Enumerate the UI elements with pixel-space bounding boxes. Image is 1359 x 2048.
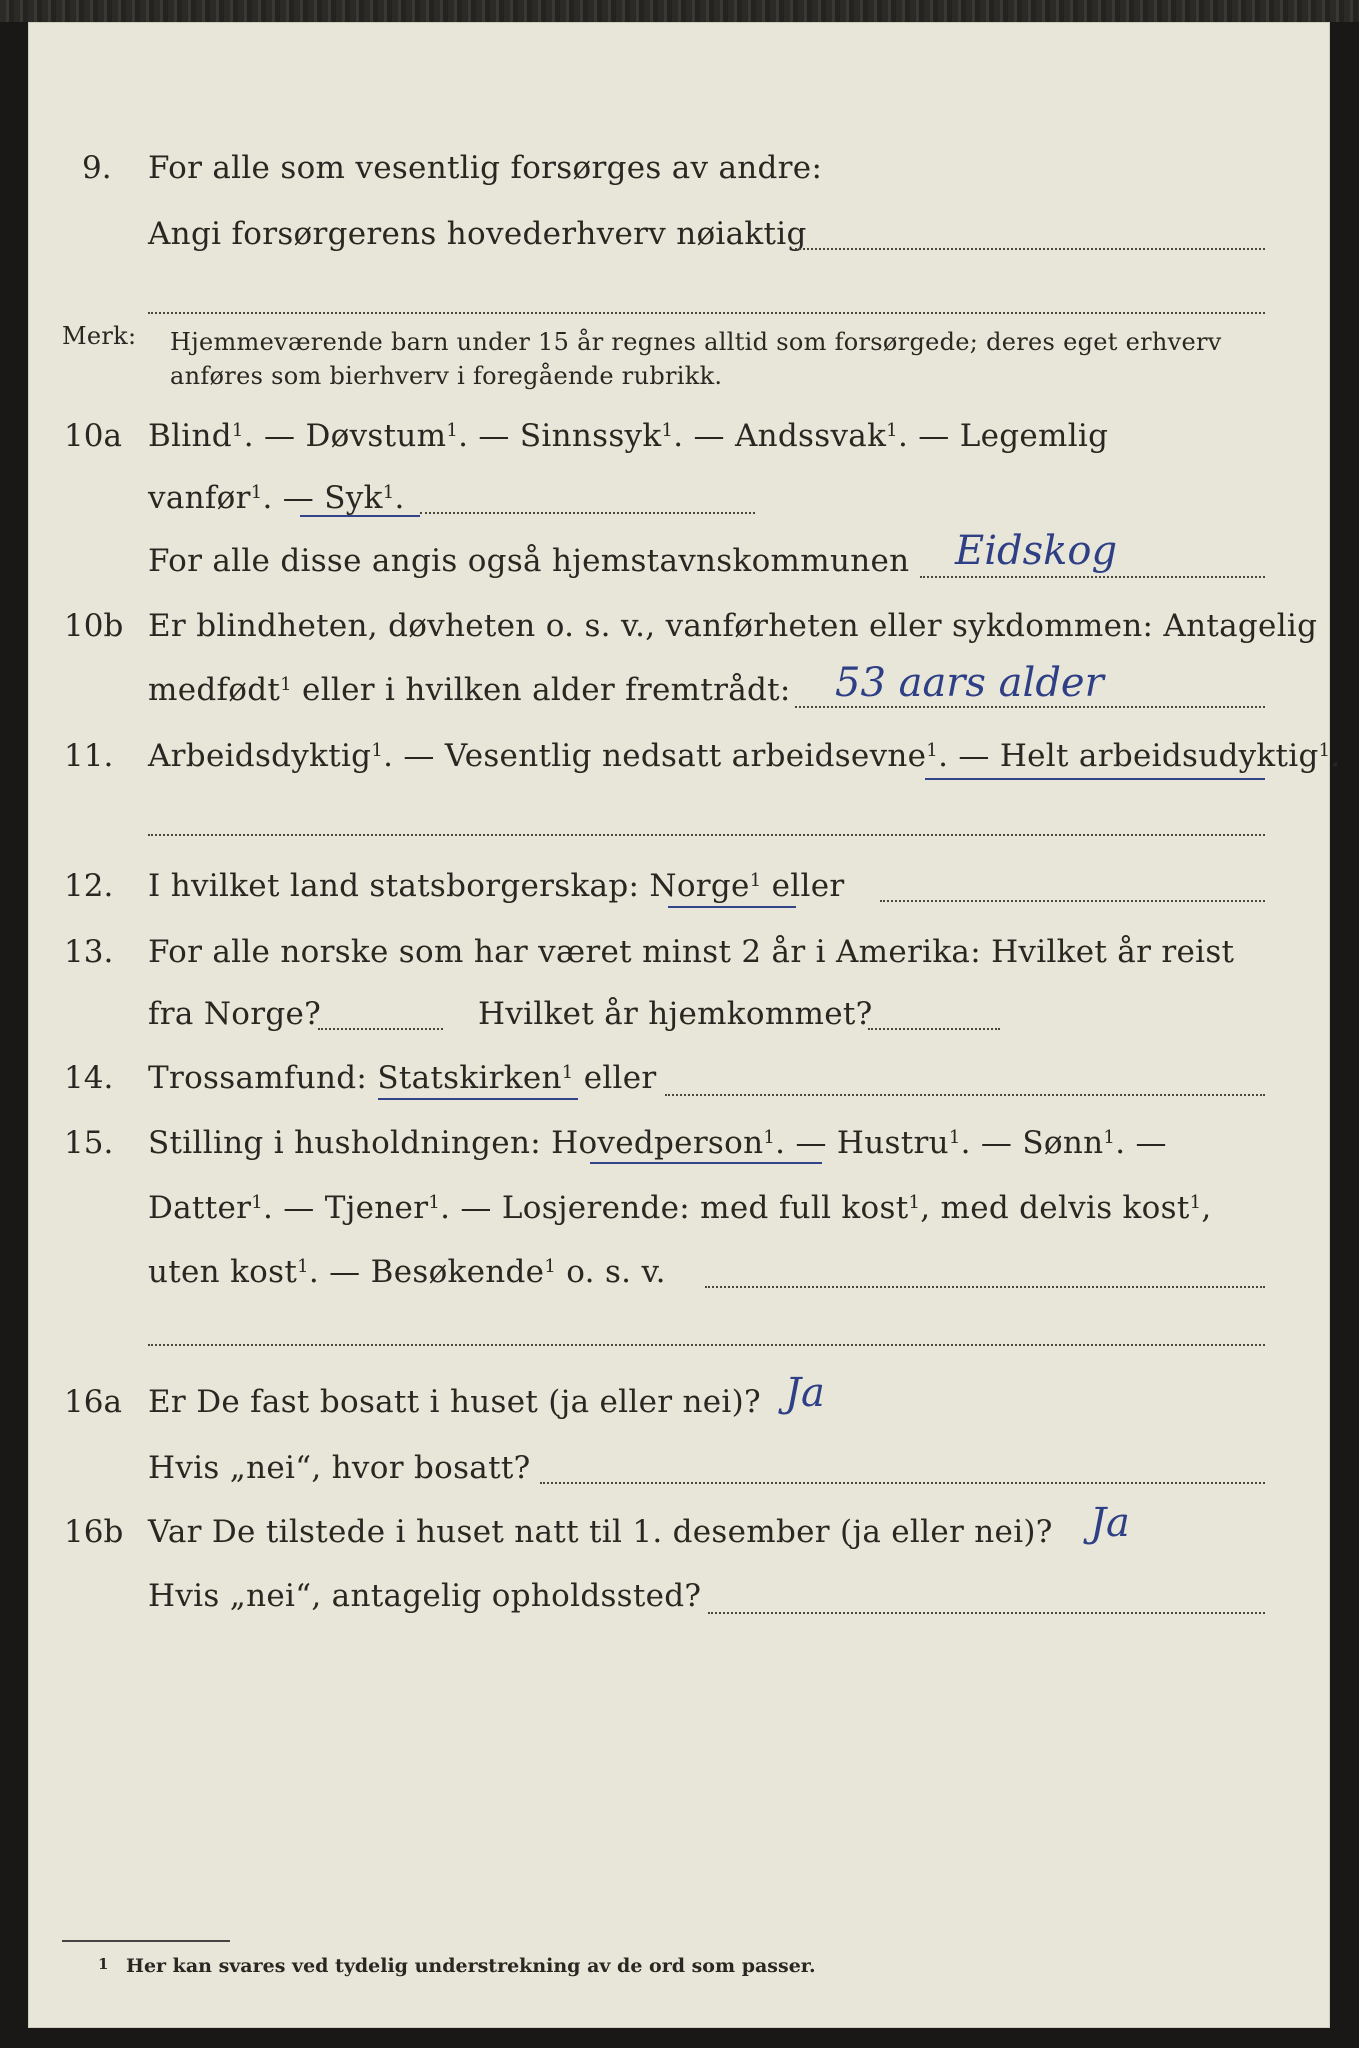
scan-edge [0,0,1359,22]
merk-label: Merk: [62,322,137,350]
q16b-number: 16b [64,1514,124,1550]
q9-answer-line [795,248,1265,250]
merk-line2: anføres som bierhverv i foregående rubrikk. [170,362,723,390]
q16b-answer-line [708,1612,1265,1614]
q10b-line2: medfødt$^1$ eller i hvilken alder fremtrådt: [148,672,791,708]
q14-line: Trossamfund: Statskirken$^1$ eller [148,1060,657,1096]
q10a-line3: For alle disse angis også hjemstavnskommunen [148,543,910,579]
q13-year-left-line [318,1028,443,1030]
q16a-answer: Ja [785,1370,825,1416]
q12-number: 12. [64,868,114,904]
q10a-answer-line [920,576,1265,578]
merk-line1: Hjemmeværende barn under 15 år regnes alltid som forsørgede; deres eget erhverv [170,328,1222,356]
q15-line1: Stilling i husholdningen: Hovedperson$^1$. — Hustru$^1$. — Sønn$^1$. — [148,1125,1167,1161]
q9-line2: Angi forsørgerens hovederhverv nøiaktig [148,216,807,252]
q15-number: 15. [64,1125,114,1161]
q13-line2b: Hvilket år hjemkommet? [478,996,873,1032]
q10a-answer: Eidskog [955,528,1118,574]
footnote-rule [62,1940,230,1942]
q10b-number: 10b [64,608,124,644]
q15-line2: Datter$^1$. — Tjener$^1$. — Losjerende: med full kost$^1$, med delvis kost$^1$, [148,1190,1212,1226]
footnote-mark: 1 [98,1955,109,1973]
q13-number: 13. [64,934,114,970]
q15-answer-line [705,1286,1265,1288]
separator [148,834,1265,836]
q16b-answer: Ja [1090,1500,1130,1546]
q11-underline [925,778,1265,780]
q16b-line1: Var De tilstede i huset natt til 1. desember (ja eller nei)? [148,1514,1053,1550]
q10a-line2: vanfør$^1$. — Syk$^1$. [148,480,405,516]
norge-underline [668,906,796,908]
separator [148,312,1265,314]
q16a-number: 16a [64,1384,122,1420]
q11-number: 11. [64,738,114,774]
q16b-line2: Hvis „nei“, antagelig opholdssted? [148,1578,702,1614]
q9-line1: For alle som vesentlig forsørges av andre: [148,150,823,186]
q11-line: Arbeidsdyktig$^1$. — Vesentlig nedsatt arbeidsevne$^1$. — Helt arbeidsudyktig$^1$. [148,738,1341,774]
q16a-line2: Hvis „nei“, hvor bosatt? [148,1450,531,1486]
footnote-text: Her kan svares ved tydelig understrekning av de ord som passer. [126,1955,816,1977]
syk-underline [300,515,420,517]
q10a-number: 10a [64,418,122,454]
q15-line3: uten kost$^1$. — Besøkende$^1$ o. s. v. [148,1254,666,1290]
q16a-line1: Er De fast bosatt i huset (ja eller nei)? [148,1384,761,1420]
q16a-answer-line [540,1482,1265,1484]
q13-line2a: fra Norge? [148,996,322,1032]
q12-line: I hvilket land statsborgerskap: Norge$^1$ eller [148,868,845,904]
q13-line1: For alle norske som har været minst 2 år i Amerika: Hvilket år reist [148,934,1235,970]
hovedperson-underline [590,1162,822,1164]
q10b-answer: 53 aars alder [835,660,1104,706]
q10a-line1: Blind$^1$. — Døvstum$^1$. — Sinnssyk$^1$. — Andssvak$^1$. — Legemlig [148,418,1109,454]
q14-number: 14. [64,1060,114,1096]
separator [148,1344,1265,1346]
q12-answer-line [880,900,1265,902]
q13-year-returned-line [868,1028,1000,1030]
statskirken-underline [378,1098,578,1100]
q10b-answer-line [795,706,1265,708]
q10a-line2-dots [420,512,755,514]
q14-answer-line [665,1094,1265,1096]
q10b-line1: Er blindheten, døvheten o. s. v., vanførheten eller sykdommen: Antagelig [148,608,1318,644]
q9-number: 9. [82,150,112,186]
